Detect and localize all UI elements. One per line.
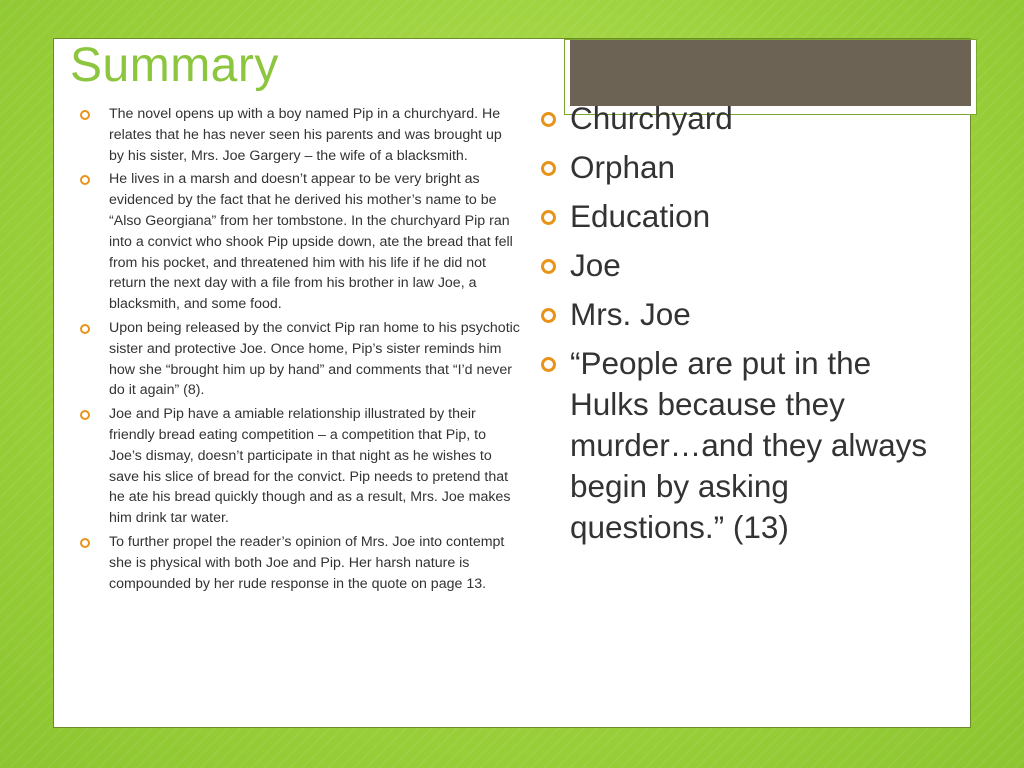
list-item [541, 343, 941, 548]
list-item [80, 532, 520, 594]
list-item [541, 98, 941, 139]
list-item [80, 318, 520, 401]
hollow-circle-bullet-icon [541, 259, 556, 274]
hollow-circle-bullet-icon [80, 410, 90, 420]
hollow-circle-bullet-icon [80, 175, 90, 185]
list-item-text: Churchyard [570, 100, 733, 136]
list-item [541, 245, 941, 286]
hollow-circle-bullet-icon [541, 112, 556, 127]
list-item-text: To further propel the reader’s opinion of Mrs. Joe into contempt she is physical with both Joe and Pip. Her harsh nature is compounded by her rude response in the quote on page 13. [109, 533, 505, 592]
list-item [541, 196, 941, 237]
list-item [80, 104, 520, 166]
hollow-circle-bullet-icon [80, 324, 90, 334]
list-item [541, 147, 941, 188]
list-item-text: The novel opens up with a boy named Pip in a churchyard. He relates that he has never seen his parents and was brought up by his sister, Mrs. Joe Gargery – the wife of a blacksmith. [109, 106, 502, 164]
hollow-circle-bullet-icon [541, 210, 556, 225]
hollow-circle-bullet-icon [80, 110, 90, 120]
list-item-text: “People are put in the Hulks because they murder…and they always begin by asking questions.” (13) [570, 345, 928, 545]
list-item-text: Education [570, 198, 711, 234]
slide-title: Summary [70, 39, 279, 92]
list-item-text: Upon being released by the convict Pip ran home to his psychotic sister and protective Joe. Once home, Pip’s sister reminds him how she “brought him up by hand” and comments that “I’d never do it again” (8). [109, 319, 520, 399]
list-item-text: He lives in a marsh and doesn’t appear to be very bright as evidenced by the fact that he derived his mother’s name to be “Also Georgiana” from her tombstone. In the churchyard Pip ran into a convict who shook Pip upside down, ate the bread that fell from his pocket, and threatened him with his life if he did not return the next day with a file from his brother in law Joe, a blacksmith, and some food. [109, 171, 513, 313]
picture-placeholder [570, 40, 971, 106]
hollow-circle-bullet-icon [541, 161, 556, 176]
list-item-text: Mrs. Joe [570, 296, 691, 332]
topic-bullet-list [541, 98, 941, 556]
list-item-text: Joe and Pip have a amiable relationship illustrated by their friendly bread eating competition – a competition that Pip, to Joe’s dismay, doesn’t participate in that night as he wishes to save his slice of bread for the convict. Pip needs to pretend that he ate his bread quickly though and as a result, Mrs. Joe makes him drink tar water. [109, 406, 511, 527]
list-item [80, 404, 520, 529]
list-item-text: Joe [570, 247, 621, 283]
list-item [80, 169, 520, 315]
hollow-circle-bullet-icon [80, 538, 90, 548]
hollow-circle-bullet-icon [541, 357, 556, 372]
list-item-text: Orphan [570, 149, 676, 185]
hollow-circle-bullet-icon [541, 308, 556, 323]
summary-bullet-list [80, 104, 520, 597]
list-item [541, 294, 941, 335]
